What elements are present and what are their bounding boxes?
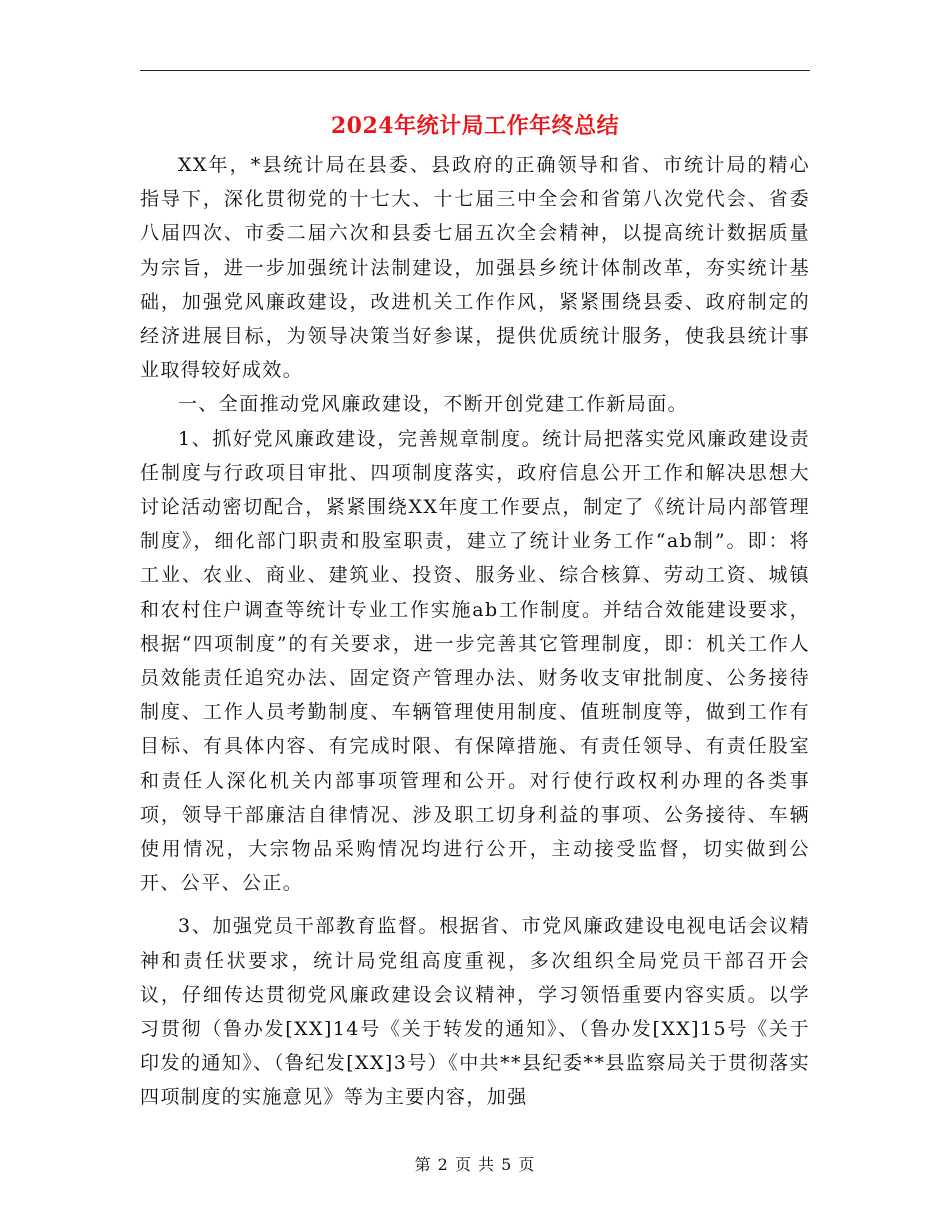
paragraph-item-1: 1、抓好党风廉政建设，完善规章制度。统计局把落实党风廉政建设责任制度与行政项目审批、四项制度落实，政府信息公开工作和解决思想大讨论活动密切配合，紧紧围绕XX年度工作要点，制定了《统计局内部管理制度》，细化部门职责和股室职责，建立了统计业务工作“ab制”。即：将工业、农业、商业、建筑业、投资、服务业、综合核算、劳动工资、城镇和农村住户调查等统计专业工作实施ab工作制度。并结合效能建设要求，根据“四项制度”的有关要求，进一步完善其它管理制度，即：机关工作人员效能责任追究办法、固定资产管理办法、财务收支审批制度、公务接待制度、工作人员考勤制度、车辆管理使用制度、值班制度等，做到工作有目标、有具体内容、有完成时限、有保障措施、有责任领导、有责任股室和责任人深化机关内部事项管理和公开。对行使行政权利办理的各类事项，领导干部廉洁自律情况、涉及职工切身利益的事项、公务接待、车辆使用情况，大宗物品采购情况均进行公开，主动接受监督，切实做到公开、公平、公正。 — [140, 427, 810, 895]
header-rule — [140, 70, 810, 71]
paragraph-intro: XX年，*县统计局在县委、县政府的正确领导和省、市统计局的精心指导下，深化贯彻党的十七大、十七届三中全会和省第八次党代会、省委八届四次、市委二届六次和县委七届五次全会精神，以提高统计数据质量为宗旨，进一步加强统计法制建设，加强县乡统计体制改革，夯实统计基础，加强党风廉政建设，改进机关工作作风，紧紧围绕县委、政府制定的经济进展目标，为领导决策当好参谋，提供优质统计服务，使我县统计事业取得较好成效。 — [140, 154, 810, 382]
document-body — [140, 148, 810, 1115]
document-title: 2024年统计局工作年终总结 — [330, 113, 620, 139]
page-number-footer: 第 2 页 共 5 页 — [414, 1155, 536, 1174]
paragraph-item-3: 3、加强党员干部教育监督。根据省、市党风廉政建设电视电话会议精神和责任状要求，统计局党组高度重视，多次组织全局党员干部召开会议，仔细传达贯彻党风廉政建设会议精神，学习领悟重要内容实质。以学习贯彻（鲁办发[XX]14号《关于转发的通知》、（鲁办发[XX]15号《关于印发的通知》、（鲁纪发[XX]3号）《中共**县纪委**县监察局关于贯彻落实四项制度的实施意见》等为主要内容，加强 — [140, 915, 810, 1109]
section-heading-1: 一、全面推动党风廉政建设，不断开创党建工作新局面。 — [178, 393, 689, 416]
